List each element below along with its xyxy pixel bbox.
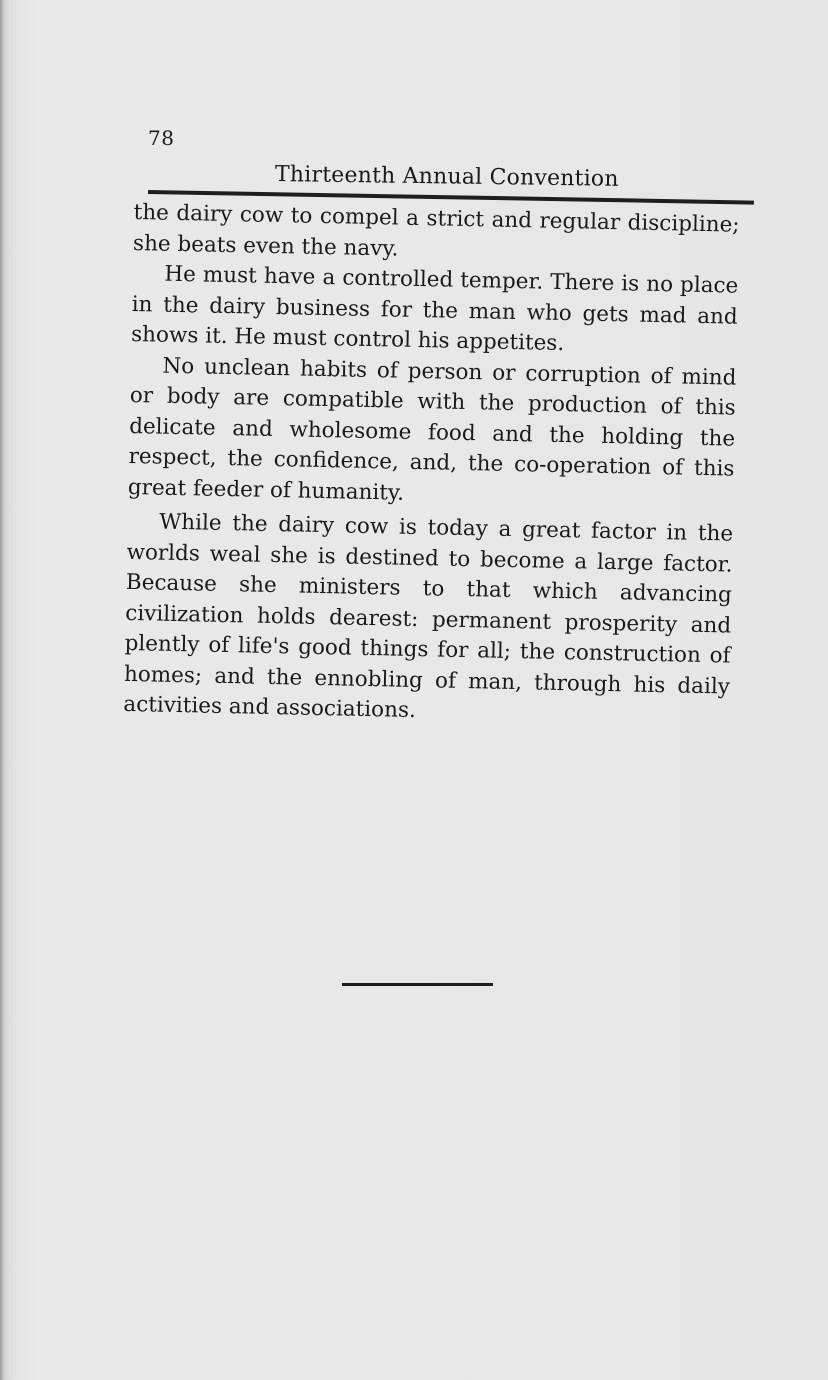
paragraph: While the dairy cow is today a great factor in the worlds weal she is destined to become a large factor. Because she ministers to that which advancing civilization holds dearest: permanent prosperity and plently of life's good things for all; the construction of homes; and the ennobling of man, through his daily activities and associations. xyxy=(123,509,734,724)
section-end-rule xyxy=(342,983,493,986)
paragraph: No unclean habits of person or corruption of mind or body are compatible with the production of this delicate and wholesome food and the holding the respect, the confidence, and, the co-operation of this great feeder of humanity. xyxy=(127,353,737,506)
paragraph-continued: the dairy cow to compel a strict and regular discipline; she beats even the navy. xyxy=(132,199,740,262)
binding-gutter xyxy=(0,0,18,1380)
paragraph: He must have a controlled temper. There is no place in the dairy business for the man who gets mad and shows it. He must control his appetites. xyxy=(130,261,739,357)
body-text xyxy=(123,198,740,733)
page-number: 78 xyxy=(148,126,175,150)
running-head: Thirteenth Annual Convention xyxy=(274,162,619,192)
